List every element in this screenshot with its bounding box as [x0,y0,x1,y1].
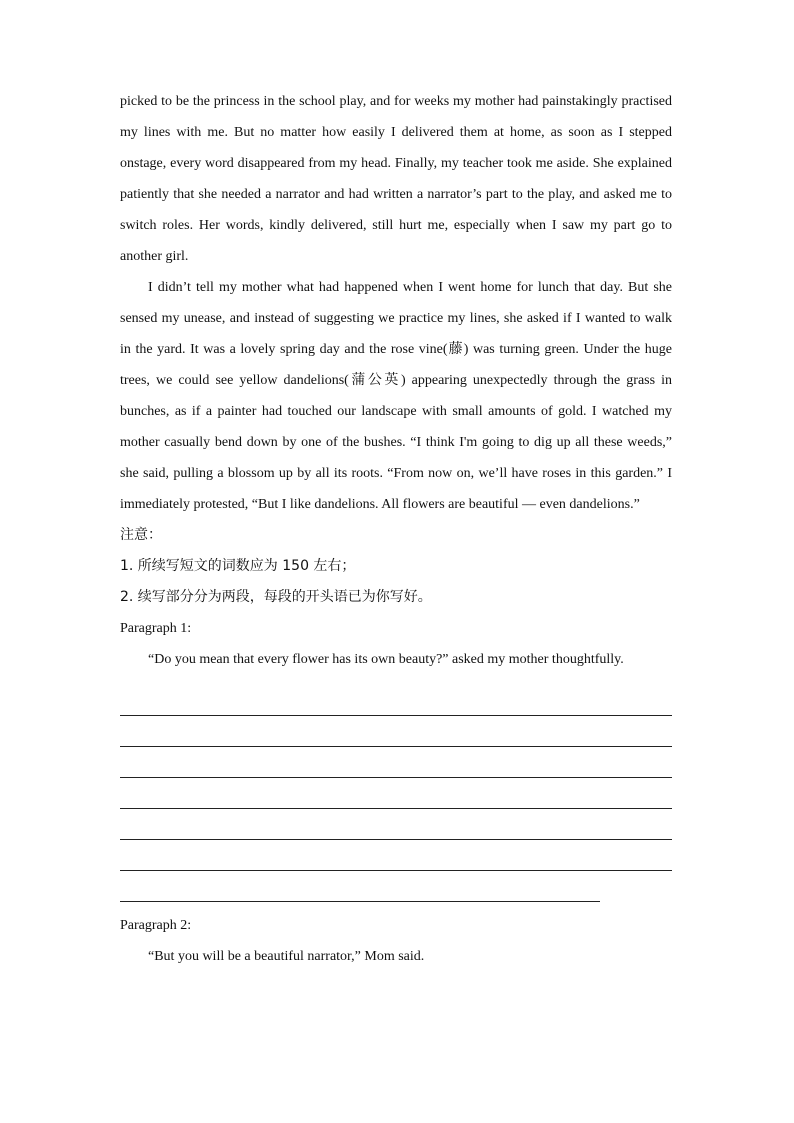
writing-line[interactable] [120,685,672,716]
writing-line[interactable] [120,716,672,747]
writing-line[interactable] [120,871,600,902]
paragraph-1-opening: “Do you mean that every flower has its own beauty?” asked my mother thoughtfully. [148,652,624,667]
paragraph-2-opening: “But you will be a beautiful narrator,” Mom said. [148,949,425,964]
story-paragraph-1: picked to be the princess in the school play, and for weeks my mother had painstakingly practised my lines with me. But no matter how easily I delivered them at home, as soon as I stepped onstage, every word disappeared from my head. Finally, my teacher took me aside. She explained patiently that she needed a narrator and had written a narrator’s part to the play, and asked me to switch roles. Her words, kindly delivered, still hurt me, especially when I saw my part go to another girl. [120,94,672,264]
writing-lines-1 [120,685,672,902]
paragraph-1-label: Paragraph 1: [120,621,192,636]
paragraph-2-label: Paragraph 2: [120,918,192,933]
note-item-2: 2. 续写部分分为两段，每段的开头语已为你写好。 [120,589,432,605]
notes-title: 注意： [120,527,162,543]
writing-line[interactable] [120,809,672,840]
note-item-1: 1. 所续写短文的词数应为 150 左右； [120,558,356,574]
writing-line[interactable] [120,747,672,778]
writing-line[interactable] [120,840,672,871]
document-page [120,86,672,972]
writing-line[interactable] [120,778,672,809]
story-paragraph-2: I didn’t tell my mother what had happened when I went home for lunch that day. But she sensed my unease, and instead of suggesting we practice my lines, she asked if I wanted to walk in the yard. It was a lovely spring day and the rose vine(藤) was turning green. Under the huge trees, we could see yellow dandelions(蒲公英) appearing unexpectedly through the grass in bunches, as if a painter had touched our landscape with small amounts of gold. I watched my mother casually bend down by one of the bushes. “I think I'm going to dig up all these weeds,” she said, pulling a blossom up by all its roots. “From now on, we’ll have roses in this garden.” I immediately protested, “But I like dandelions. All flowers are beautiful — even dandelions.” [120,280,672,512]
